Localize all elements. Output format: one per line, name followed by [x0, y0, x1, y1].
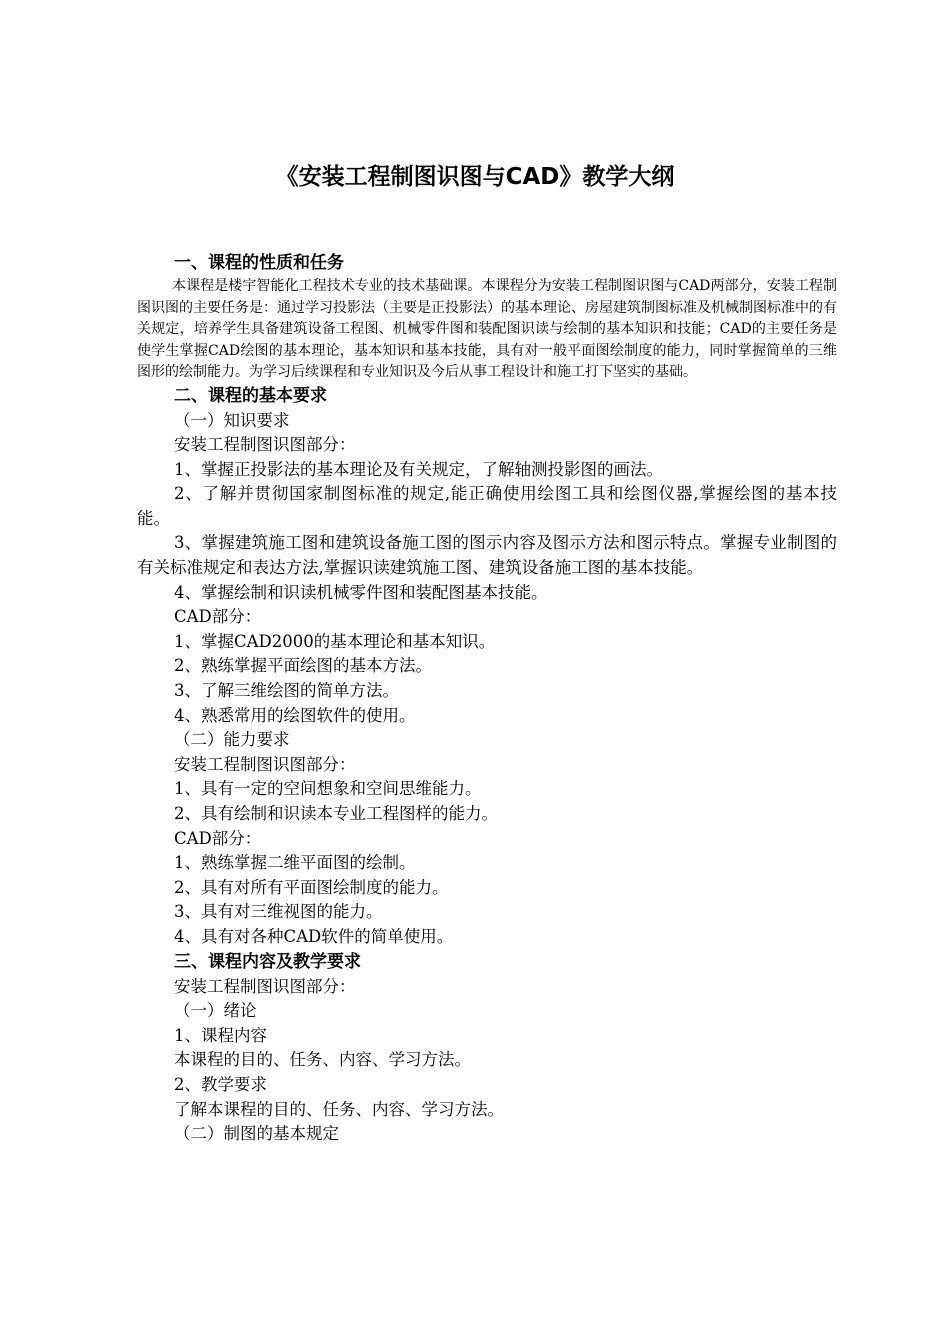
section-heading-nature: 一、课程的性质和任务 [174, 253, 344, 273]
teaching-req-heading: 2、教学要求 [174, 1074, 267, 1094]
ability-item-1: 1、具有一定的空间想象和空间思维能力。 [174, 779, 482, 799]
drawing-part-label-3: 安装工程制图识图部分： [174, 976, 356, 996]
subheading-intro: （一）绪论 [174, 1001, 257, 1021]
knowledge-item-1: 1、掌握正投影法的基本理论及有关规定，了解轴测投影图的画法。 [174, 459, 663, 479]
knowledge-item-3: 3、掌握建筑施工图和建筑设备施工图的图示内容及图示方法和图示特点。掌握专业制图的有关标准规定和表达方法,掌握识读建筑施工图、建筑设备施工图的基本技能。 [137, 533, 837, 578]
cad-knowledge-item-2: 2、熟练掌握平面绘图的基本方法。 [174, 656, 432, 676]
cad-part-label-2: CAD部分： [174, 828, 262, 848]
document-body [137, 251, 837, 1147]
cad-ability-item-2: 2、具有对所有平面图绘制度的能力。 [174, 877, 449, 897]
section-heading-requirements: 二、课程的基本要求 [174, 385, 327, 406]
subheading-knowledge: （一）知识要求 [174, 410, 290, 430]
document-title: 《安装工程制图识图与CAD》教学大纲 [275, 164, 675, 190]
teaching-req-text: 了解本课程的目的、任务、内容、学习方法。 [174, 1099, 504, 1119]
cad-ability-item-4: 4、具有对各种CAD软件的简单使用。 [174, 926, 454, 946]
cad-ability-item-1: 1、熟练掌握二维平面图的绘制。 [174, 853, 416, 873]
course-content-text: 本课程的目的、任务、内容、学习方法。 [174, 1050, 471, 1070]
subheading-basic-rules: （二）制图的基本规定 [174, 1124, 339, 1144]
subheading-ability: （二）能力要求 [174, 730, 290, 750]
cad-knowledge-item-3: 3、了解三维绘图的简单方法。 [174, 681, 399, 701]
cad-part-label: CAD部分： [174, 607, 262, 627]
knowledge-item-2: 2、了解并贯彻国家制图标准的规定,能正确使用绘图工具和绘图仪器,掌握绘图的基本技能。 [137, 484, 837, 528]
section-nature-paragraph: 本课程是楼宇智能化工程技术专业的技术基础课。本课程分为安装工程制图识图与CAD两部分，安装工程制图识图的主要任务是：通过学习投影法（主要是正投影法）的基本理论、房屋建筑制图标准及机械制图标准中的有关规定，培养学生具备建筑设备工程图、机械零件图和装配图识读与绘制的基本知识和技能；CAD的主要任务是使学生掌握CAD绘图的基本理论，基本知识和基本技能，具有对一般平面图绘制度的能力，同时掌握简单的三维图形的绘制能力。为学习后续课程和专业知识及今后从事工程设计和施工打下坚实的基础。 [137, 278, 837, 380]
drawing-part-label-2: 安装工程制图识图部分： [174, 754, 356, 774]
cad-knowledge-item-4: 4、熟悉常用的绘图软件的使用。 [174, 705, 416, 725]
cad-ability-item-3: 3、具有对三维视图的能力。 [174, 902, 383, 922]
cad-knowledge-item-1: 1、掌握CAD2000的基本理论和基本知识。 [174, 631, 496, 651]
ability-item-2: 2、具有绘制和识读本专业工程图样的能力。 [174, 804, 498, 823]
drawing-part-label: 安装工程制图识图部分： [174, 435, 356, 455]
section-heading-content: 三、课程内容及教学要求 [174, 951, 361, 972]
course-content-heading: 1、课程内容 [174, 1025, 267, 1045]
knowledge-item-4: 4、掌握绘制和识读机械零件图和装配图基本技能。 [174, 582, 548, 602]
